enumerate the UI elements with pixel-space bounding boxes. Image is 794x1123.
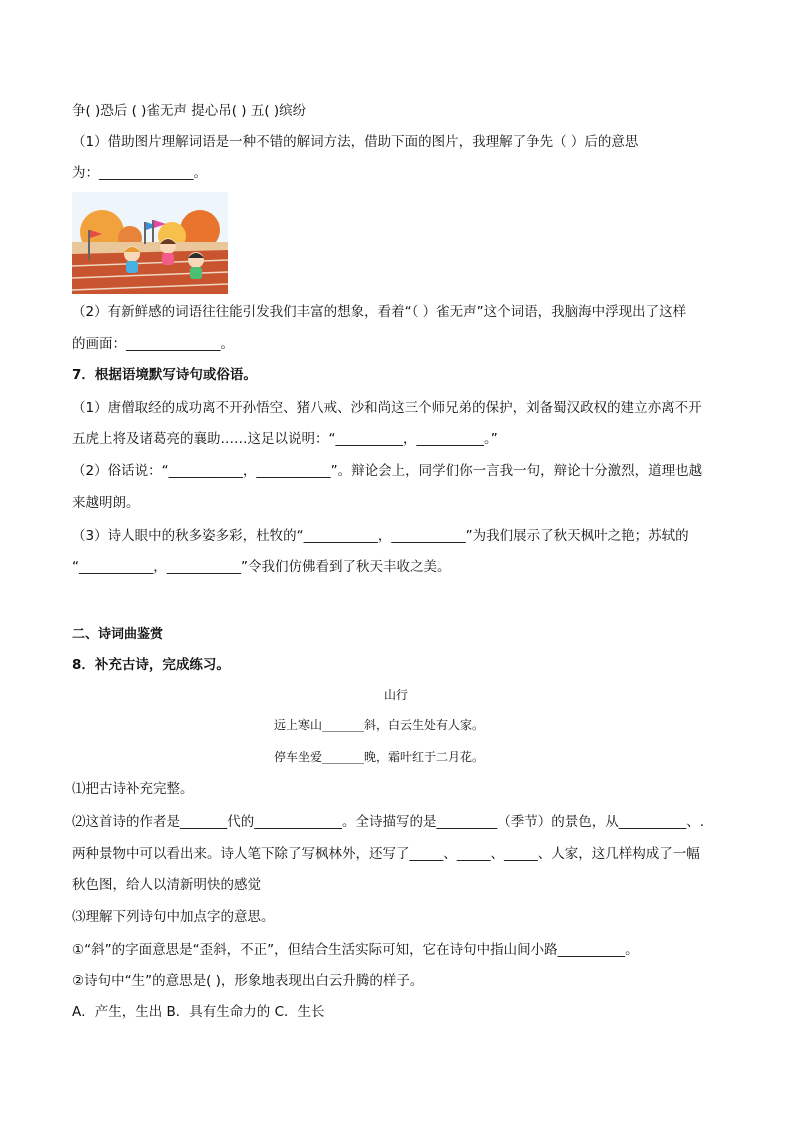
- idiom-fill-line: 争( )恐后 ( )雀无声 提心吊( ) 五( )缤纷: [72, 103, 307, 119]
- question-text: “___________，___________”令我们仿佛看到了秋天丰收之美。: [72, 559, 451, 575]
- poem-line: 停车坐爱_______晚，霜叶红于二月花。: [274, 750, 485, 764]
- sub-question: ①“斜”的字面意思是“歪斜，不正”，但结合生活实际可知，它在诗句中指山间小路__________。: [72, 942, 639, 958]
- section-heading: 二、诗词曲鉴赏: [72, 627, 164, 642]
- answer-line: 的画面：______________。: [72, 336, 234, 352]
- sub-question: ⑶理解下列诗句中加点字的意思。: [72, 909, 275, 925]
- sub-question: ⑴把古诗补充完整。: [72, 781, 194, 797]
- question-7-title: 7．根据语境默写诗句或俗语。: [72, 367, 257, 383]
- question-text: 来越明朗。: [72, 495, 140, 511]
- question-text: （1）借助图片理解词语是一种不错的解词方法，借助下面的图片，我理解了争先（ ）后的意思: [72, 134, 639, 150]
- running-children-image: [72, 192, 228, 294]
- poem-line: 远上寒山_______斜，白云生处有人家。: [274, 718, 485, 732]
- sub-question: 秋色图，给人以清新明快的感觉: [72, 877, 261, 893]
- question-text: （2）俗话说：“___________，___________”。辩论会上，同学们你一言我一句，辩论十分激烈，道理也越: [72, 463, 703, 479]
- poem-title: 山行: [384, 688, 409, 702]
- answer-line: 为：______________。: [72, 165, 207, 181]
- sub-question: ②诗句中“生”的意思是( )，形象地表现出白云升腾的样子。: [72, 973, 424, 989]
- question-8-title: 8．补充古诗，完成练习。: [72, 657, 230, 673]
- question-text: （1）唐僧取经的成功离不开孙悟空、猪八戒、沙和尚这三个师兄弟的保护，刘备蜀汉政权的建立亦离不开: [72, 400, 702, 416]
- question-text: （2）有新鲜感的词语往往能引发我们丰富的想象，看着“（ ）雀无声”这个词语，我脑海中浮现出了这样: [72, 304, 687, 320]
- answer-options: A．产生，生出 B．具有生命力的 C．生长: [72, 1004, 325, 1020]
- question-text: （3）诗人眼中的秋多姿多彩，杜牧的“___________，___________”为我们展示了秋天枫叶之艳；苏轼的: [72, 528, 689, 544]
- race-illustration: [72, 192, 228, 294]
- sub-question: 两种景物中可以看出来。诗人笔下除了写枫林外，还写了_____、_____、_____、人家，这几样构成了一幅: [72, 846, 700, 862]
- question-text: 五虎上将及诸葛亮的襄助……这足以说明：“__________，__________。”: [72, 431, 498, 447]
- sub-question: ⑵这首诗的作者是_______代的_____________。全诗描写的是_________（季节）的景色，从__________、.: [72, 814, 705, 830]
